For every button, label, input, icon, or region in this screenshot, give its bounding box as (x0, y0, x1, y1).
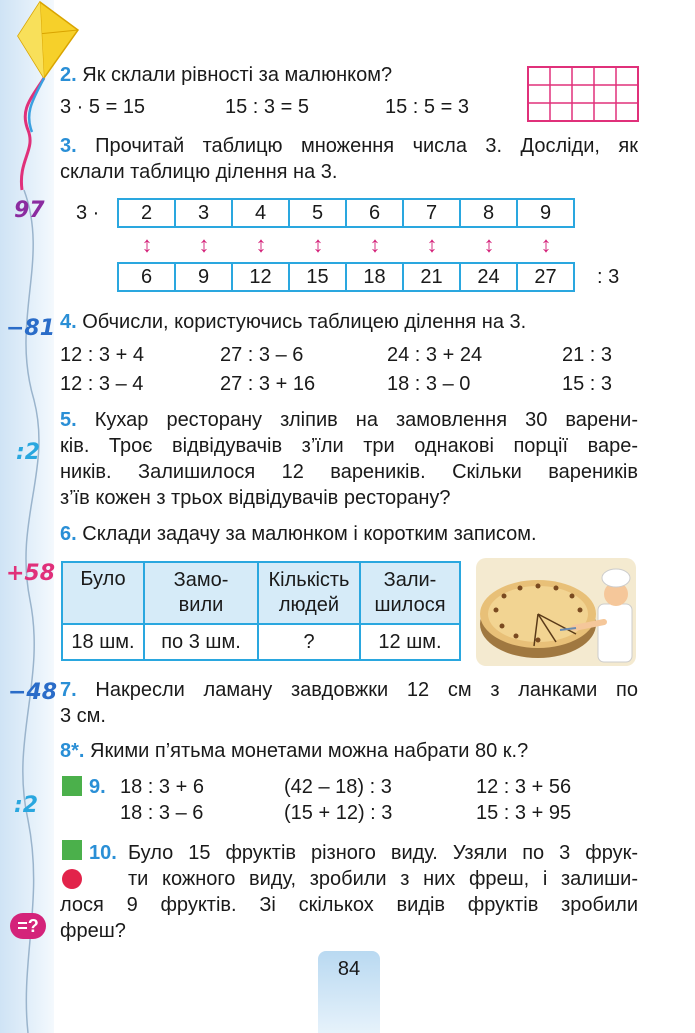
table-cell: 18 шм. (62, 624, 144, 660)
expression: 18 : 3 – 6 (120, 802, 204, 824)
task-number: 10. (89, 842, 117, 864)
sidebar-number: −48 (8, 680, 58, 705)
updown-arrow-icon: ↕ (255, 232, 267, 257)
table-cell: 12 шм. (360, 624, 460, 660)
sidebar-number: 97 (14, 198, 45, 223)
table-cell: 4 (233, 200, 290, 226)
updown-arrow-icon: ↕ (369, 232, 381, 257)
task-number: 6. (60, 523, 77, 545)
table-cell: 15 (290, 264, 347, 290)
task-text: Кухар ресторану зліпив на замовлення 30 варени- (94, 409, 638, 431)
task-number: 3. (60, 135, 77, 157)
task-number: 9. (89, 776, 106, 798)
sidebar-number: :2 (14, 793, 39, 818)
table-header: Було (62, 562, 144, 624)
sidebar (0, 0, 58, 1033)
expression: 12 : 3 – 4 (60, 373, 144, 395)
table-header: Зали- шилося (360, 562, 460, 624)
table-header: Кількість людей (258, 562, 360, 624)
table-cell: 6 (119, 264, 176, 290)
table-cell: 12 (233, 264, 290, 290)
think-badge-icon: =? (10, 913, 46, 939)
expression: 18 : 3 + 6 (120, 776, 204, 798)
task7-line2: 3 см. (60, 705, 106, 727)
updown-arrow-icon: ↕ (483, 232, 495, 257)
table-cell: ? (258, 624, 360, 660)
equation: 3 · 5 = 15 (60, 96, 146, 118)
task3-line1 (60, 133, 638, 159)
updown-arrow-icon: ↕ (141, 232, 153, 257)
task5-line1 (60, 407, 638, 433)
task-text: Обчисли, користуючись таблицею ділення на 3. (82, 311, 527, 333)
task7-line1 (60, 677, 638, 703)
task8-line (60, 738, 528, 764)
task3-line2: склали таблицю ділення на 3. (60, 161, 338, 183)
table-cell: 9 (176, 264, 233, 290)
task10-line4: фреш? (60, 920, 126, 942)
table-cell: 8 (461, 200, 518, 226)
expression: 27 : 3 + 16 (220, 373, 316, 395)
task-number: 7. (60, 679, 77, 701)
table-cell: 7 (404, 200, 461, 226)
table-cell: 18 (347, 264, 404, 290)
kite-string (0, 0, 54, 1033)
short-record-table (61, 561, 461, 661)
green-square-icon (62, 840, 82, 860)
updown-arrow-icon: ↕ (540, 232, 552, 257)
updown-arrow-icon: ↕ (426, 232, 438, 257)
multiplier-table (117, 198, 575, 228)
sidebar-number: −81 (6, 316, 56, 341)
task6-line (60, 521, 537, 547)
expression: 12 : 3 + 4 (60, 344, 144, 366)
expression: 27 : 3 – 6 (220, 344, 304, 366)
product-table (117, 262, 575, 292)
table-cell: по 3 шм. (144, 624, 258, 660)
table-cell: 24 (461, 264, 518, 290)
expression: 24 : 3 + 24 (387, 344, 483, 366)
task10-line1: Було 15 фруктів різного виду. Узяли по 3 фрук- (128, 842, 638, 864)
equation: 15 : 5 = 3 (385, 96, 469, 118)
task-number: 8*. (60, 740, 85, 762)
table-cell: 21 (404, 264, 461, 290)
page-number: 84 (318, 951, 380, 1033)
expression: (42 – 18) : 3 (284, 776, 392, 798)
task-number: 5. (60, 409, 77, 431)
table-cell: 9 (539, 202, 552, 224)
task5-line4: з’їв кожен з трьох відвідувачів ресторану? (60, 487, 451, 509)
updown-arrow-icon: ↕ (312, 232, 324, 257)
equation: 15 : 3 = 5 (225, 96, 309, 118)
green-square-icon (62, 776, 82, 796)
table-cell: 2 (119, 200, 176, 226)
table-cell: 6 (347, 200, 404, 226)
task5-line2: ків. Троє відвідувачів з’їли три однакові порції варе- (60, 435, 638, 457)
task-number: 2. (60, 64, 77, 86)
expression: 21 : 3 (562, 344, 613, 366)
sidebar-number: :2 (16, 440, 41, 465)
task5-line3: ників. Залишилося 12 вареників. Скільки вареників (60, 461, 638, 483)
task-text: Як склали рівності за малюнком? (82, 64, 393, 86)
red-circle-icon (62, 869, 82, 889)
sidebar-number: +58 (6, 561, 56, 586)
task-text: Прочитай таблицю множення числа 3. Досліди, як (95, 135, 639, 157)
table-cell: 3 (176, 200, 233, 226)
updown-arrow-icon: ↕ (198, 232, 210, 257)
table-cell: 27 (534, 266, 557, 288)
expression: 15 : 3 + 95 (476, 802, 572, 824)
task2-line (60, 62, 392, 88)
task-text: Якими п’ятьма монетами можна набрати 80 к.? (90, 740, 529, 762)
mult-label: 3 · (76, 202, 100, 224)
expression: 12 : 3 + 56 (476, 776, 572, 798)
task-text: Склади задачу за малюнком і коротким записом. (82, 523, 537, 545)
task4-line (60, 309, 526, 335)
expression: (15 + 12) : 3 (284, 802, 393, 824)
expression: 18 : 3 – 0 (387, 373, 471, 395)
grid-picture (527, 66, 639, 122)
expression: 15 : 3 (562, 373, 613, 395)
task-text: Накресли ламану завдовжки 12 см з ланками по (95, 679, 639, 701)
table-cell: 5 (290, 200, 347, 226)
div-label: : 3 (597, 266, 620, 288)
task10-line2: ти кожного виду, зробили з них фреш, і залиши- (128, 868, 638, 890)
table-header: Замо- вили (144, 562, 258, 624)
task10-line3: лося 9 фруктів. Зі скількох видів фруктів зробили (60, 894, 638, 916)
chef-with-cake-illustration (476, 558, 636, 666)
task-number: 4. (60, 311, 77, 333)
